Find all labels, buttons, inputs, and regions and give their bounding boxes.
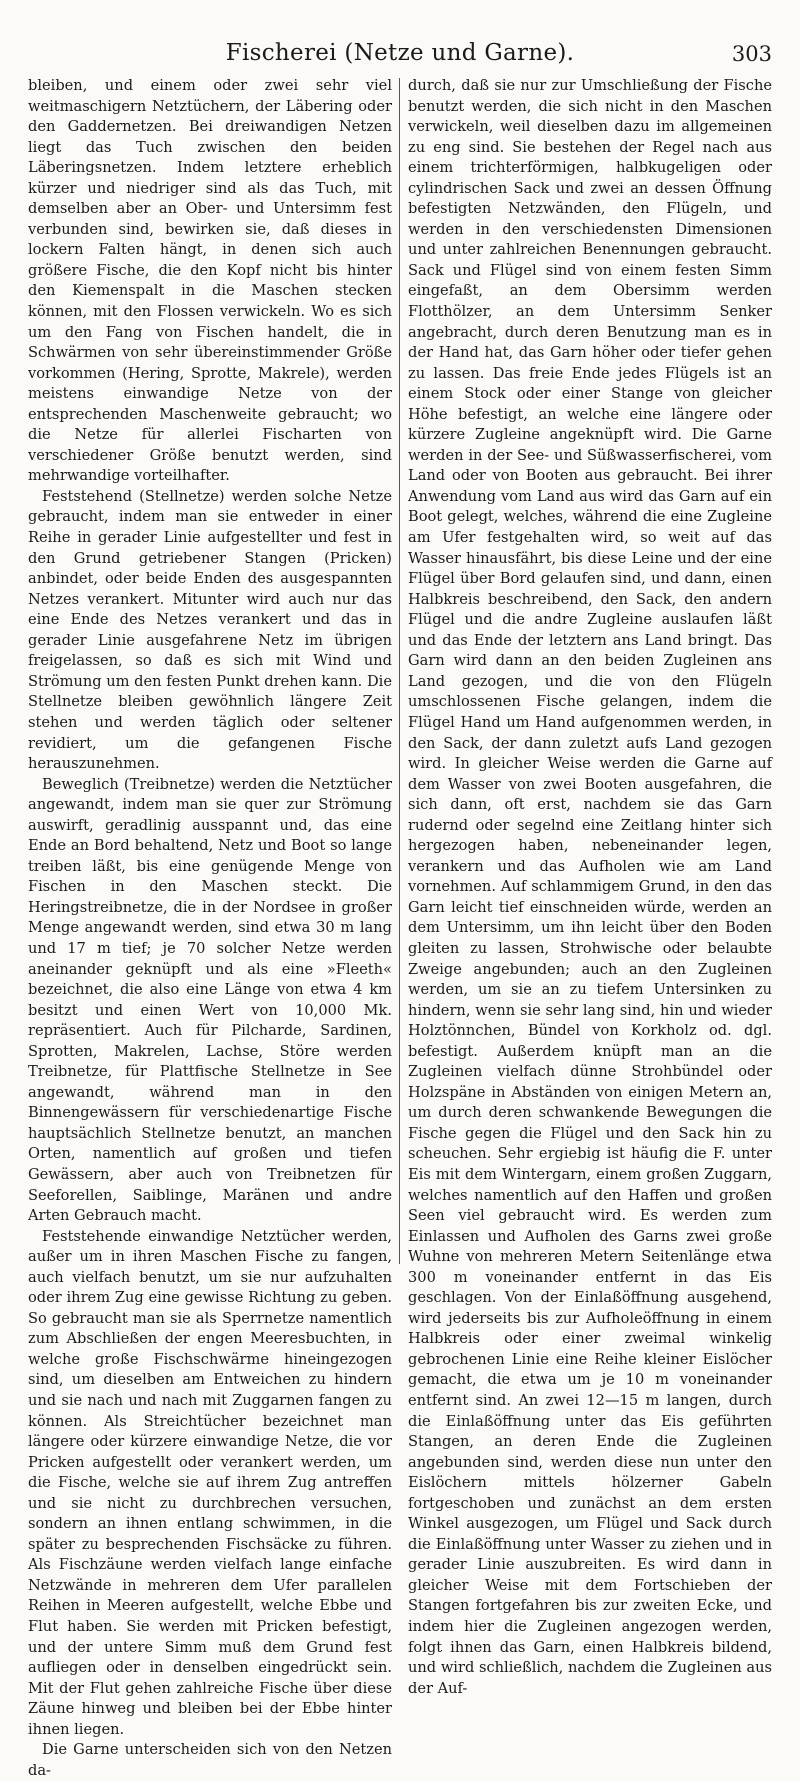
left-column [28, 76, 392, 1779]
paragraph: bleiben, und einem oder zwei sehr viel weitmaschigern Netztüchern, der Läbering oder den Gaddernetzen. Bei dreiwandigen Netzen liegt das Tuch zwischen den beiden Läberingsnetzen. Indem letztere erheblich kürzer und niedriger sind als das Tuch, mit demselben aber an Ober- und Untersimm fest verbunden sind, bewirken sie, daß dieses in lockern Falten hängt, in denen sich auch größere Fische, die den Kopf nicht bis hinter den Kiemenspalt in die Maschen stecken können, mit den Flossen verwickeln. Wo es sich um den Fang von Fischen handelt, die in Schwärmen von sehr übereinstimmender Größe vorkommen (Hering, Sprotte, Makrele), werden meistens einwandige Netze von der entsprechenden Maschenweite gebraucht; wo die Netze für allerlei Fischarten von verschiedener Größe benutzt werden, sind mehrwandige vorteilhafter. [28, 77, 392, 485]
paragraph: Feststehende einwandige Netztücher werden, außer um in ihren Maschen Fische zu fangen, auch vielfach benutzt, um sie nur aufzuhalten oder ihrem Zug eine gewisse Richtung zu geben. So gebraucht man sie als Sperrnetze namentlich zum Abschließen der engen Meeresbuchten, in welche große Fischschwärme hineingezogen sind, um dieselben am Entweichen zu hindern und sie nach und nach mit Zuggarnen fangen zu können. Als Streichtücher bezeichnet man längere oder kürzere einwandige Netze, die vor Pricken aufgestellt oder verankert werden, um die Fische, welche sie auf ihrem Zug antreffen und sie nicht zu durchbrechen versuchen, sondern an ihnen entlang schwimmen, in die später zu besprechenden Fischsäcke zu führen. Als Fischzäune werden vielfach lange einfache Netzwände in mehreren dem Ufer parallelen Reihen in Meeren aufgestellt, welche Ebbe und Flut haben. Sie werden mit Pricken befestigt, und der untere Simm muß dem Grund fest aufliegen oder in denselben eingedrückt sein. Mit der Flut gehen zahlreiche Fische über diese Zäune hinweg und bleiben bei der Ebbe hinter ihnen liegen. [28, 1227, 392, 1738]
paragraph: Feststehend (Stellnetze) werden solche Netze gebraucht, indem man sie entweder in einer Reihe in gerader Linie aufgestellter und fest in den Grund getriebener Stangen (Pricken) anbindet, oder beide Enden des ausgespannten Netzes verankert. Mitunter wird auch nur das eine Ende des Netzes verankert und das in gerader Linie ausgefahrene Netz im übrigen freigelassen, so daß es sich mit Wind und Strömung um den festen Punkt drehen kann. Die Stellnetze bleiben gewöhnlich längere Zeit stehen und werden täglich oder seltener revidiert, um die gefangenen Fische herauszunehmen. [28, 487, 392, 773]
right-column [408, 76, 772, 1697]
text-columns [28, 76, 772, 1779]
paragraph: Beweglich (Treibnetze) werden die Netztücher angewandt, indem man sie quer zur Strömung auswirft, geradlinig ausspannt und, das eine Ende an Bord behaltend, Netz und Boot so lange treiben läßt, bis eine genügende Menge von Fischen in den Maschen steckt. Die Heringstreibnetze, die in der Nordsee in großer Menge angewandt werden, sind etwa 30 m lang und 17 m tief; je 70 solcher Netze werden aneinander geknüpft und als eine »Fleeth« bezeichnet, die also eine Länge von etwa 4 km besitzt und einen Wert von 10,000 Mk. repräsentiert. Auch für Pilcharde, Sardinen, Sprotten, Makrelen, Lachse, Störe werden Treibnetze, für Plattfische Stellnetze in See angewandt, während man in den Binnengewässern für verschiedenartige Fische hauptsächlich Stellnetze benutzt, an manchen Orten, namentlich auf großen und tiefen Gewässern, aber auch von Treibnetzen für Seeforellen, Saiblinge, Maränen und andre Arten Gebrauch macht. [28, 775, 392, 1225]
paragraph: durch, daß sie nur zur Umschließung der Fische benutzt werden, die sich nicht in den Maschen verwickeln, weil dieselben dazu im allgemeinen zu eng sind. Sie bestehen der Regel nach aus einem trichterförmigen, halbkugeligen oder cylindrischen Sack und zwei an dessen Öffnung befestigten Netzwänden, den Flügeln, und werden in den verschiedensten Dimensionen und unter zahlreichen Benennungen gebraucht. Sack und Flügel sind von einem festen Simm eingefaßt, an dem Obersimm werden Flotthölzer, an dem Untersimm Senker angebracht, durch deren Benutzung man es in der Hand hat, das Garn höher oder tiefer gehen zu lassen. Das freie Ende jedes Flügels ist an einem Stock oder einer Stange von gleicher Höhe befestigt, an welche eine längere oder kürzere Zugleine angeknüpft wird. Die Garne werden in der See- und Süßwasserfischerei, vom Land oder von Booten aus gebraucht. Bei ihrer Anwendung vom Land aus wird das Garn auf ein Boot gelegt, welches, während die eine Zugleine am Ufer festgehalten wird, so weit auf das Wasser hinausfährt, bis diese Leine und der eine Flügel über Bord gelaufen sind, und dann, einen Halbkreis beschreibend, den Sack, den andern Flügel und die andre Zugleine auslaufen läßt und das Ende der letztern ans Land bringt. Das Garn wird dann an den beiden Zugleinen ans Land gezogen, und die von den Flügeln umschlossenen Fische gelangen, indem die Flügel Hand um Hand aufgenommen werden, in den Sack, der dann zuletzt aufs Land gezogen wird. In gleicher Weise werden die Garne auf dem Wasser von zwei Booten ausgefahren, die sich dann, oft erst, nachdem sie das Garn rudernd oder segelnd eine Zeitlang hinter sich hergezogen haben, nebeneinander legen, verankern und das Aufholen wie am Land vornehmen. Auf schlammigem Grund, in den das Garn leicht tief einschneiden würde, werden an dem Untersimm, um ihn leicht über den Boden gleiten zu lassen, Strohwische oder belaubte Zweige angebunden; auch an den Zugleinen werden, um sie an zu tiefem Untersinken zu hindern, wenn sie sehr lang sind, hin und wieder Holztönnchen, Bündel von Korkholz od. dgl. befestigt. Außerdem knüpft man an die Zugleinen vielfach dünne Strohbündel oder Holzspäne in Abständen von einigen Metern an, um durch deren schwankende Bewegungen die Fische gegen die Flügel und den Sack hin zu scheuchen. Sehr ergiebig ist häufig die F. unter Eis mit dem Wintergarn, einem großen Zuggarn, welches namentlich auf den Haffen und großen Seen viel gebraucht wird. Es werden zum Einlassen und Aufholen des Garns zwei große Wuhne von mehreren Metern Seitenlänge etwa 300 m voneinander entfernt in das Eis geschlagen. Von der Einlaßöffnung ausgehend, wird jederseits bis zur Aufholeöffnung in einem Halbkreis oder einer zweimal winkelig gebrochenen Linie eine Reihe kleiner Eislöcher gemacht, die etwa um je 10 m voneinander entfernt sind. An zwei 12—15 m langen, durch die Einlaßöffnung unter das Eis geführten Stangen, an deren Ende die Zugleinen angebunden sind, werden diese nun unter den Eislöchern mittels hölzerner Gabeln fortgeschoben und zunächst an dem ersten Winkel ausgezogen, um Flügel und Sack durch die Einlaßöffnung unter Wasser zu ziehen und in gerader Linie auszubreiten. Es wird dann in gleicher Weise mit dem Fortschieben der Stangen fortgefahren bis zur zweiten Ecke, und indem hier die Zugleinen angezogen werden, folgt ihnen das Garn, einen Halbkreis bildend, und wird schließlich, nachdem die Zugleinen aus der Auf- [408, 77, 772, 1697]
column-divider [399, 78, 400, 1264]
running-title: Fischerei (Netze und Garne). [225, 40, 575, 66]
page-number: 303 [731, 42, 772, 66]
page-header [26, 36, 774, 72]
paragraph: Die Garne unterscheiden sich von den Netzen da- [28, 1741, 392, 1779]
